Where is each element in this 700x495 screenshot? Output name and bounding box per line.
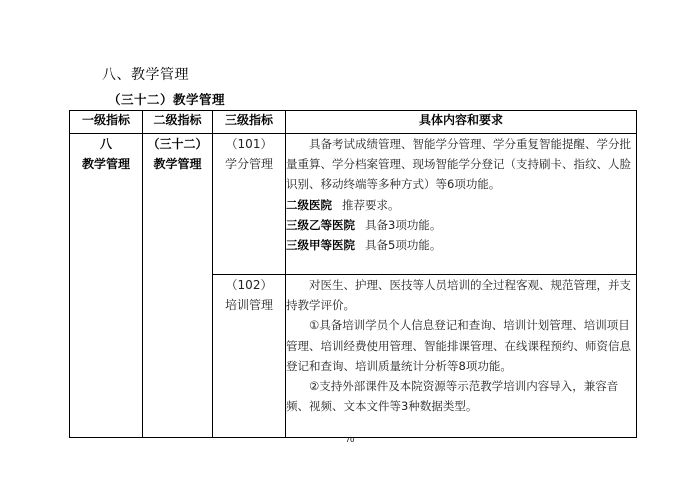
section-title: 八、教学管理	[102, 67, 189, 83]
level1-number: 八	[99, 137, 112, 151]
requirement-text: 具备5项功能。	[365, 238, 442, 253]
header-level3: 三级指标	[213, 111, 286, 134]
requirement-text: 推荐要求。	[342, 197, 400, 212]
requirement-label: 三级乙等医院	[286, 217, 355, 232]
header-level2: 二级指标	[143, 111, 213, 134]
requirement-text: 具备3项功能。	[365, 217, 442, 232]
indicator-table	[69, 110, 637, 438]
level2-cell	[143, 134, 213, 438]
table-header-row	[70, 111, 637, 134]
item-paragraph: ①具备培训学员个人信息登记和查询、培训计划管理、培训项目管理、培训经费使用管理、智能排课管理、在线课程预约、师资信息登记和查询、培训质量统计分析等8项功能。	[286, 318, 631, 373]
level3-cell-102	[213, 275, 286, 438]
level2-name: 教学管理	[153, 157, 202, 171]
page-number: 70	[345, 436, 355, 444]
item-code: （101）	[225, 137, 273, 151]
item-name: 培训管理	[224, 298, 273, 312]
header-content: 具体内容和要求	[286, 111, 637, 134]
content-cell-101	[286, 134, 637, 275]
item-description: 具备考试成绩管理、智能学分管理、学分重复智能提醒、学分批量重算、学分档案管理、现场智能学分登记（支持刷卡、指纹、人脸识别、移动终端等多种方式）等6项功能。	[286, 137, 631, 192]
item-paragraph: 对医生、护理、医技等人员培训的全过程客观、规范管理，并支持教学评价。	[286, 278, 631, 313]
requirement-level3b	[286, 215, 636, 235]
content-cell-102	[286, 275, 637, 438]
level3-cell-101	[213, 134, 286, 275]
level2-number: （三十二）	[147, 137, 208, 151]
sub-title: （三十二）教学管理	[108, 92, 226, 107]
item-name: 学分管理	[224, 157, 273, 171]
requirement-label: 三级甲等医院	[286, 238, 355, 253]
item-code: （102）	[225, 278, 273, 292]
header-level1: 一级指标	[70, 111, 143, 134]
requirement-level3a	[286, 235, 636, 255]
requirement-level2	[286, 195, 636, 215]
requirement-label: 二级医院	[286, 197, 332, 212]
level1-cell	[70, 134, 143, 438]
item-paragraph: ②支持外部课件及本院资源等示范教学培训内容导入，兼容音频、视频、文本文件等3种数据类型。	[286, 379, 619, 414]
table-row	[70, 134, 637, 275]
level1-name: 教学管理	[81, 157, 130, 171]
